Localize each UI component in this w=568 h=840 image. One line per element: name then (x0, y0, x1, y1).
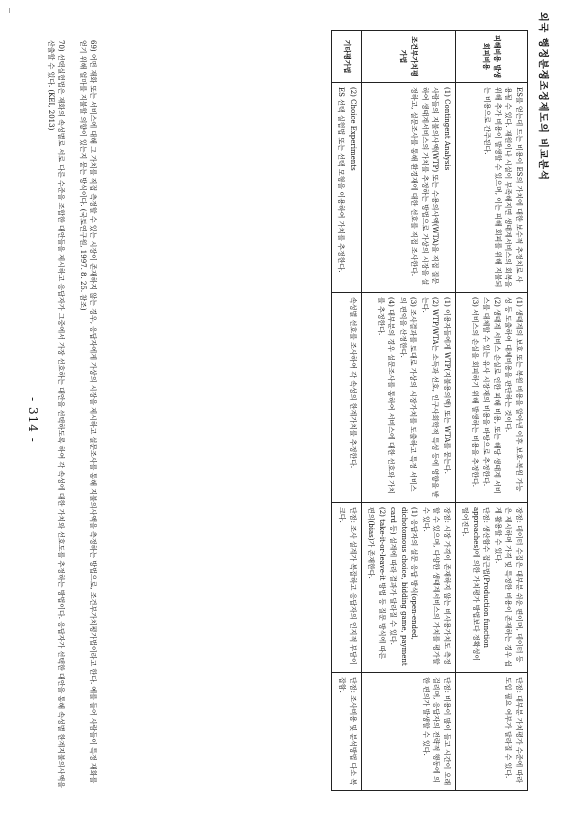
cell-paragraph: 장점: 시장 가격이 존재하지 않는 비사용가치도 측정할 수 있으며, 다양한 생태계서비스의 가치를 평가할 수 있다. (422, 507, 451, 665)
cell-paragraph: ES를 얻는데 드는 비용이 ES의 가치에 대한 보수적 추정치로 사용될 수 있다. 재원이나 시설이 부족해지면 생태계서비스의 회복을 위해 추가 비용이 발생할 수 있으며, 이는 피해 회피를 위해 지불되는 비용으로 간주된다. (483, 87, 523, 288)
footnote-69-number: 69) (89, 40, 97, 52)
cell-paragraph: (3) 조사결과를 토대로 가상의 시장가치를 도출하고 특정 서비스의 편익을 산정한다. (399, 297, 418, 492)
table-row (362, 31, 456, 791)
table-cell-c4 (362, 673, 456, 791)
cell-paragraph: (4) 대부분의 경우 설문조사를 통하여 서비스에 대한 선호와 가치를 추정한다. (377, 297, 396, 494)
cell-paragraph: 단점: 비용이 많이 들고 시간이 오래 걸리며, 응답자의 전략적 행동에 의한 편의가 발생할 수 있다. (422, 677, 451, 786)
cell-paragraph: ES 선택 실험법 또는 선택 모형을 이용하여 가치를 추정한다. (337, 87, 346, 273)
table-cell-c4 (456, 673, 528, 791)
cell-paragraph: (1) 응답자의 설문 응답 방식(open-ended, dichotomous choice, bidding game, payment card 등) 설계에 따라 결과가 달라질 수 있다. (389, 507, 419, 666)
table-cell-c1 (362, 83, 456, 293)
cell-paragraph: (1) 생태계의 보호 또는 복원 비용을 알아낸 이후 보호·복원 가능성 등 도출하여 대체비용을 판단하는 것이다. (504, 297, 523, 492)
valuation-methods-table (331, 30, 528, 791)
table-row (332, 31, 362, 791)
table-cell-c1 (332, 83, 362, 293)
footnote-70 (46, 40, 66, 790)
table-cell-c3 (362, 503, 456, 673)
row-label: 기타평가법 (332, 31, 362, 83)
table-cell-c2 (362, 293, 456, 503)
cell-paragraph: 사람들의 지불의사액(WTP) 또는 수용의사액(WTA)을 직접 질문하여 생태계서비스의 가치를 추정하는 방법으로 가상의 시장을 설정하고, 설문조사를 통해 환경재에 대한 선호를 직접 조사한다. (410, 87, 440, 286)
cell-paragraph: 단점: 대부분 가치평가 수준에 따라 도입 필요 여부가 달라질 수 있다. (504, 677, 523, 783)
row-label: 조건부가치평가법 (362, 31, 456, 83)
row-label: 피해비용 발생 회피비용 (456, 31, 528, 83)
table-cell-c2 (456, 293, 528, 503)
table-cell-c3 (332, 503, 362, 673)
table-body (332, 31, 528, 791)
corner-mark: _ (9, 8, 20, 13)
table-cell-c3 (456, 503, 528, 673)
cell-paragraph: 단점: 조사비용 및 분석방법 다소 복잡함. (338, 677, 357, 786)
cell-paragraph: (3) 서비스의 손실을 회피하기 위해 발생하는 비용을 추정한다. (471, 297, 479, 488)
table-cell-c4 (332, 673, 362, 791)
cell-paragraph: 속성별 선호를 조사하여 각 속성의 한계가치를 추정한다. (349, 297, 357, 469)
running-head: 외국 행정분쟁조정제도의 비교분석 (537, 12, 548, 181)
table-cell-c2 (332, 293, 362, 503)
footnote-69-text: 어떤 재화 또는 서비스에 대해 그 가치를 직접 측정할 수 있는 시장이 존재하지 않는 경우, 응답자에게 가상의 시장을 제시하고 설문조사를 통해 지불의사액을 측정하는 방법으로, 조건부가치평가법이라고 한다. 예를 들어 사람들이 특정 재화를 얻기 위해 얼마를 지불할 의향이 있는지 묻는 방식이다. (국토연구원, 1997. 8. 25. 참조) (79, 40, 97, 784)
cell-paragraph: (2) 생태계 서비스 손실로 인한 피해 비용, 또는 해당 생태계 서비스를 대체할 수 있는 유사 시장재의 비용을 바탕으로 추정한다. (482, 297, 501, 494)
cell-paragraph: 장점: 데이터 수집은 대부분 쉬운 편이며, 데이터 등은 제시하며 가격 및 특정한 비용이 존재하는 경우 쉽게 활용할 수 있다. (494, 507, 523, 667)
footnote-70-text: 선택실험법은 재화의 속성별로 서로 다른 수준을 조합한 대안들을 제시하고 응답자가 그중에서 가장 선호하는 대안을 선택하도록 하여 각 속성에 대한 가치와 선호도를 추정하는 방법이다. 응답자가 선택한 대안을 통해 속성별 한계지불의사액을 산출할 수 있다. (KEI, 2013) (47, 40, 65, 788)
cell-paragraph: 단점: 생산함수 접근법(Production function approaches)에 의한 가치평가 방법보다 정확성이 떨어진다. (461, 507, 491, 662)
cell-paragraph: (2) take-it-or-leave-it 방법 등 질문 방식에 따른 편의(bias)가 존재한다. (367, 507, 386, 660)
page-number: - 314 - (26, 397, 40, 443)
cell-paragraph: (2) Choice Experiments (349, 87, 357, 171)
table-row (456, 31, 528, 791)
table-cell-c1 (456, 83, 528, 293)
cell-paragraph: 단점: 조사 설계가 복잡하고 응답자의 인지적 부담이 크다. (338, 507, 357, 665)
cell-paragraph: (1) 이용자들에게 WTP(지불용의액) 또는 WTA를 묻는다. (443, 297, 451, 474)
cell-paragraph: (1) Contingent Analysis (443, 87, 451, 171)
cell-paragraph: (2) WTP/WTA는 소득과 선호, 인구사회학적 특성 등에 영향을 받는다. (421, 297, 440, 498)
footnote-70-number: 70) (57, 40, 65, 52)
footnote-69 (78, 40, 98, 790)
